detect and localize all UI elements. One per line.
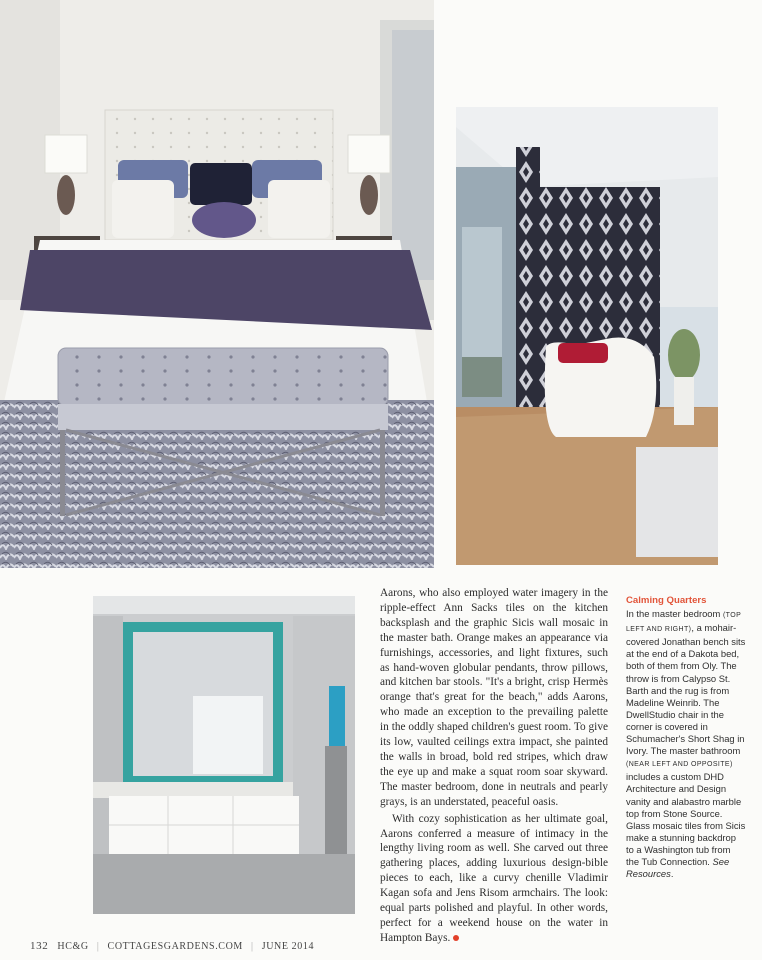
sidebar-caption: In the master bedroom (TOP LEFT AND RIGHT), a mohair-covered Jonathan bench sits at the end of a Dakota bed, both of them from Oly. The throw is from Calypso St. Barth and the rug is from Madeline Weinrib. The DwellStudio chair in the corner is covered in Schumacher's Short Shag in Ivory. The master bathroom (NEAR LEFT AND OPPOSITE) includes a custom DHD Architecture and Design vanity and alabastro marble top from Stone Source. Glass mosaic tiles from Sicis make a stunning backdrop to a Washington tub from the Tub Connection. See Resources. bbox=[626, 608, 746, 880]
website: COTTAGESGARDENS.COM bbox=[107, 941, 243, 952]
corner-chair-photo bbox=[456, 107, 718, 565]
body-paragraph-1: Aarons, who also employed water imagery in the ripple-effect Ann Sacks tiles on the kitchen backsplash and the graphic Sicis wall mosaic in the master bath. Orange makes an appearance via furnishings, accessories, and light fixtures, such as hand-woven globular pendants, throw pillows, and kitchen bar stools. "It's a bright, crisp Hermès orange that's great for the beach," adds Aarons, who made an exception to the prevailing palette in the oddly shaped children's guest room. To give its low, vaulted ceilings extra impact, she painted the walls in broad, bold red stripes, which draw the eye up and make a squat room soar skyward. The master bedroom, done in neutrals and pearly grays, is an understated, peaceful oasis. bbox=[380, 587, 608, 808]
footer-separator: | bbox=[251, 941, 254, 952]
article-body bbox=[380, 586, 608, 946]
body-paragraph-2: With cozy sophistication as her ultimate goal, Aarons conferred a measure of intimacy in the lengthy living room as well. She carved out three gathering places, adding luxurious design-bible pieces to each, like a curvy chenille Vladimir Kagan sofa and Jens Risom armchairs. The look: equal parts polished and playful. In other words, perfect for a weekend house on the water in Hampton Bays. bbox=[380, 812, 608, 944]
page-number: 132 bbox=[30, 940, 49, 952]
page-footer bbox=[30, 940, 314, 952]
bathroom-photo bbox=[93, 596, 355, 914]
issue-date: JUNE 2014 bbox=[261, 941, 315, 952]
sidebar-heading: Calming Quarters bbox=[626, 595, 707, 606]
bedroom-photo bbox=[0, 0, 434, 568]
magazine-name: HC&G bbox=[57, 941, 89, 952]
footer-separator: | bbox=[96, 941, 100, 952]
photo-caption-sidebar bbox=[626, 595, 746, 880]
see-resources: See Resources bbox=[626, 855, 730, 880]
end-mark-icon bbox=[453, 935, 459, 941]
